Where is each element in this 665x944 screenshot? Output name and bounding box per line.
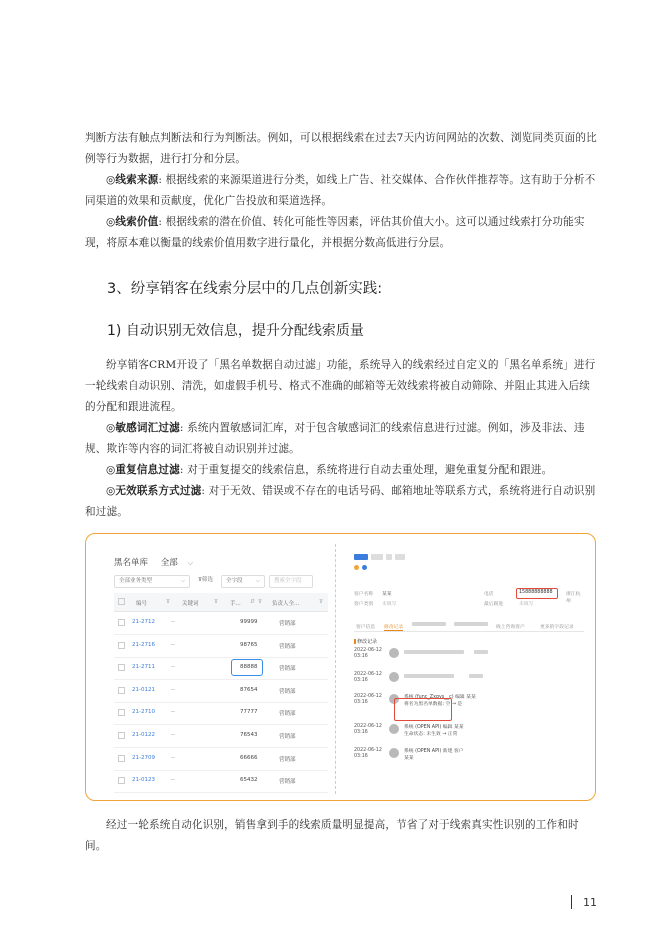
cell-id[interactable]: 21-2710 <box>132 709 155 716</box>
table-row[interactable] <box>114 680 328 703</box>
change-log-section-title: 修改记录 <box>354 638 377 645</box>
paragraph-text: : 根据线索的潜在价值、转化可能性等因素，评估其价值大小。这可以通过线索打分功能实现，将原本难以衡量的线索价值用数字进行量化，并根据分数高低进行分层。 <box>85 216 585 249</box>
screenshot-figure <box>85 533 596 801</box>
divider <box>335 544 337 794</box>
cell-owner: 营销部 <box>279 621 296 627</box>
cell-keyword: -- <box>171 709 175 716</box>
term-duplicate-filter: ◎重复信息过滤 <box>106 464 180 476</box>
paragraph-6 <box>85 460 598 481</box>
tab-change-log[interactable]: 修改记录 <box>384 625 404 630</box>
filter-icon[interactable]: ⊽ <box>166 599 171 605</box>
table-row[interactable] <box>114 635 328 658</box>
paragraph-text: 纷享销客CRM开设了「黑名单数据自动过滤」功能，系统导入的线索经过自定义的「黑名单系统」进行一轮线索自动识别、清洗，如虚假手机号、格式不准确的邮箱等无效线索将被自动筛除、并阻止其进入后续的分配和跟进流程。 <box>85 359 596 413</box>
chevron-down-icon: ⌵ <box>180 578 185 584</box>
cell-id[interactable]: 21-2711 <box>132 664 155 671</box>
blurred-title <box>371 554 383 560</box>
table-row[interactable] <box>114 612 328 635</box>
term-lead-source: ◎线索来源 <box>106 174 159 186</box>
cell-phone: 99999 <box>240 619 258 625</box>
term-lead-value: ◎线索价值 <box>106 216 159 228</box>
avatar <box>389 648 399 658</box>
chevron-down-icon: ⌵ <box>187 559 194 567</box>
table-row[interactable] <box>114 657 328 680</box>
phone-highlight-box <box>516 588 558 599</box>
subsection-heading: 1) 自动识别无效信息，提升分配线索质量 <box>107 323 364 339</box>
tab-blurred[interactable] <box>454 623 488 629</box>
detail-tabs <box>354 622 584 632</box>
row-checkbox[interactable] <box>118 664 125 671</box>
paragraph-7 <box>85 481 598 523</box>
row-checkbox[interactable] <box>118 732 125 739</box>
chevron-down-icon: ⌵ <box>255 578 261 584</box>
last-follow-value: 未填写 <box>519 602 534 607</box>
term-sensitive-filter: ◎敏感词汇过滤 <box>106 422 180 434</box>
tab-blurred[interactable] <box>412 623 446 629</box>
entry-date: 2022-06-12 03:16 <box>354 694 382 705</box>
cell-phone: 98765 <box>240 641 258 648</box>
field-select[interactable]: 全字段 ⌵ <box>221 575 265 588</box>
cell-owner: 营销部 <box>279 666 296 673</box>
type-filter-select[interactable]: 全部业务类型 ⌵ <box>114 575 190 588</box>
nav-arrows-icon[interactable] <box>395 554 405 560</box>
cell-phone: 77777 <box>240 709 258 716</box>
paragraph-text: : 对于无效、错误或不存在的电话号码、邮箱地址等联系方式，系统将进行自动识别和过滤。 <box>85 485 596 518</box>
cell-id[interactable]: 21-2709 <box>132 754 155 761</box>
cell-keyword: -- <box>171 619 175 625</box>
row-checkbox[interactable] <box>118 755 125 762</box>
table-row[interactable] <box>114 702 328 725</box>
table-row[interactable] <box>114 725 328 748</box>
cell-keyword: -- <box>171 754 175 761</box>
cell-phone: 66666 <box>240 754 258 761</box>
sort-icon[interactable]: ⇵ <box>250 599 255 605</box>
paragraph-text: 经过一轮系统自动化识别，销售拿到手的线索质量明显提高，节省了对于线索真实性识别的工作和时间。 <box>85 819 579 852</box>
row-checkbox[interactable] <box>118 709 125 716</box>
cell-owner: 营销部 <box>279 643 296 650</box>
tab-online-inquiry[interactable]: 线上咨询客户 <box>496 625 525 630</box>
table-row[interactable] <box>114 748 328 771</box>
cell-id[interactable]: 21-2716 <box>132 641 155 648</box>
cell-phone: 88888 <box>240 664 258 671</box>
tab-more-records[interactable]: 更多的字段记录 <box>540 625 574 630</box>
paragraph-3 <box>85 212 598 254</box>
row-checkbox[interactable] <box>118 687 125 694</box>
paragraph-text: : 对于重复提交的线索信息，系统将进行自动去重处理，避免重复分配和跟进。 <box>179 464 553 476</box>
paragraph-text: 判断方法有触点判断法和行为判断法。例如，可以根据线索在过去7天内访问网站的次数、浏览同类页面的比例等行为数据，进行打分和分层。 <box>85 132 597 165</box>
cell-owner: 营销部 <box>279 711 296 718</box>
tab-customer-info[interactable]: 客户信息 <box>356 625 376 630</box>
cell-id[interactable]: 21-2712 <box>132 619 155 625</box>
blurred-text <box>404 674 454 678</box>
customer-name-label: 客户名称 <box>354 592 374 597</box>
customer-name-value: 某某 <box>382 592 392 597</box>
column-header-id[interactable]: 编号 <box>136 601 148 607</box>
entry-text: 系统 (OPEN API) 新建 客户 某某 <box>404 749 464 761</box>
blurred-text <box>469 674 483 678</box>
cell-phone: 65432 <box>240 777 258 784</box>
cell-keyword: -- <box>171 664 175 671</box>
lead-detail-panel <box>348 548 588 793</box>
entry-date: 2022-06-12 03:16 <box>354 648 382 659</box>
scope-select[interactable]: 全部 <box>160 558 178 568</box>
blacklist-panel <box>108 548 330 793</box>
cell-id[interactable]: 21-0121 <box>132 686 155 693</box>
cell-id[interactable]: 21-0122 <box>132 732 155 738</box>
cell-keyword: -- <box>171 777 175 784</box>
filter-bar <box>114 575 313 587</box>
table-row[interactable] <box>114 770 328 793</box>
phone-value: 15888888888 <box>519 590 553 595</box>
star-icon[interactable] <box>386 554 392 560</box>
cell-keyword: -- <box>171 732 175 738</box>
filter-icon[interactable]: ⊽ <box>214 599 219 605</box>
status-badge <box>354 554 368 560</box>
paragraph-8 <box>85 815 598 857</box>
cell-keyword: -- <box>171 641 175 648</box>
blacklist-header <box>114 556 203 568</box>
paragraph-text: : 系统内置敏感词汇库，对于包含敏感词汇的线索信息进行过滤。例如，涉及非法、违规、欺诈等内容的词汇将被自动识别并过滤。 <box>85 422 585 455</box>
cell-owner: 营销部 <box>279 756 296 763</box>
tag-dot-icon <box>354 565 359 570</box>
cell-phone: 76543 <box>240 732 258 738</box>
column-header-owner[interactable]: 负责人全... <box>272 601 300 607</box>
cell-keyword: -- <box>171 686 175 693</box>
phone-location: 浙江杭州 <box>566 592 581 604</box>
row-checkbox[interactable] <box>118 619 125 626</box>
page-number: 11 <box>583 896 597 909</box>
cell-phone: 87654 <box>240 686 258 693</box>
column-header-phone[interactable]: 手... <box>230 601 241 607</box>
customer-type-label: 客户类别 <box>354 602 374 607</box>
row-checkbox[interactable] <box>118 642 125 649</box>
entry-text: 系统 (func_Zxqys__c) 编辑 某某 将名为黑名单数据: 空 → 是 <box>404 695 476 707</box>
entry-date: 2022-06-12 03:16 <box>354 672 382 683</box>
paragraph-4 <box>85 355 598 418</box>
cell-id[interactable]: 21-0123 <box>132 777 155 784</box>
paragraph-text: : 根据线索的来源渠道进行分类，如线上广告、社交媒体、合作伙伴推荐等。这有助于分析不同渠道的效果和贡献度，优化广告投放和渠道选择。 <box>85 174 596 207</box>
phone-label: 电话 <box>484 592 494 597</box>
column-header-keyword[interactable]: 关键词 <box>182 601 199 607</box>
paragraph-1 <box>85 128 598 170</box>
blacklist-title: 黑名单库 <box>114 558 149 568</box>
cell-owner: 营销部 <box>279 779 296 786</box>
filter-icon[interactable]: ⊽ <box>258 599 263 605</box>
section-heading: 3、纷享销客在线索分层中的几点创新实践: <box>107 281 383 297</box>
table-header <box>114 593 328 612</box>
detail-toolbar <box>354 554 405 560</box>
search-input[interactable]: 搜索全字段 <box>269 575 313 588</box>
row-checkbox[interactable] <box>118 777 125 784</box>
blacklist-change-highlight-box <box>394 698 452 721</box>
term-invalid-contact-filter: ◎无效联系方式过滤 <box>106 485 202 497</box>
entry-date: 2022-06-12 03:16 <box>354 724 382 735</box>
last-follow-label: 最后跟进 <box>484 602 504 607</box>
entry-date: 2022-06-12 03:16 <box>354 748 382 759</box>
cell-owner: 营销部 <box>279 734 296 740</box>
cell-owner: 营销部 <box>279 688 296 695</box>
filter-icon: ⊽ <box>198 577 203 583</box>
avatar <box>389 724 399 734</box>
select-all-checkbox[interactable] <box>118 598 125 605</box>
customer-type-value: 未填写 <box>382 602 397 607</box>
filter-button[interactable]: ⊽筛选 <box>194 575 217 586</box>
paragraph-5 <box>85 418 598 460</box>
phone-highlight-box <box>231 659 263 676</box>
blurred-text <box>404 650 464 654</box>
entry-text: 系统 (OPEN API) 编辑 某某 生命状态: 未生效 → 正常 <box>404 725 464 737</box>
tag-dot-icon <box>362 565 367 570</box>
filter-icon[interactable]: ⊽ <box>319 599 324 605</box>
blurred-text <box>474 650 488 654</box>
avatar <box>389 748 399 758</box>
page-number-divider <box>571 895 572 909</box>
avatar <box>389 672 399 682</box>
paragraph-2 <box>85 170 598 212</box>
